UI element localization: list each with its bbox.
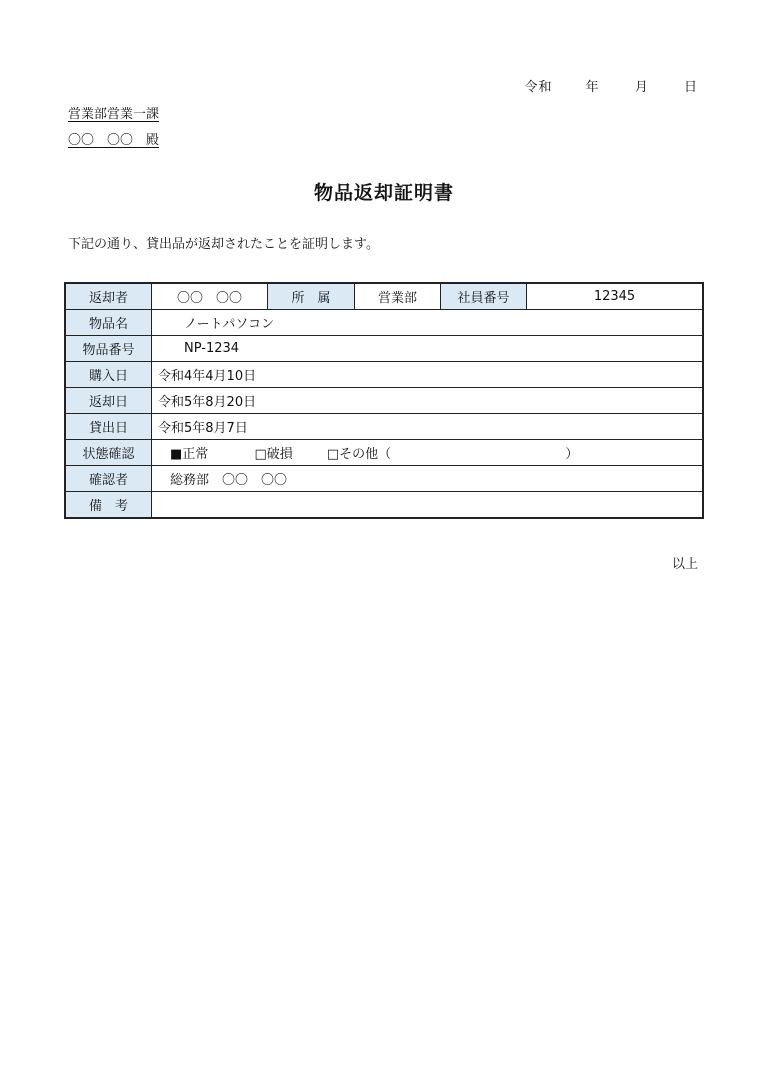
row-confirmer: [66, 466, 703, 492]
issue-date: [525, 76, 698, 95]
affiliation-value[interactable]: 営業部: [355, 284, 441, 310]
row-return-date: [66, 388, 703, 414]
date-day: 日: [683, 80, 698, 95]
remarks-value[interactable]: [152, 492, 703, 518]
date-year: 年: [585, 80, 600, 95]
returner-value[interactable]: 〇〇 〇〇: [152, 284, 268, 310]
item-no-value[interactable]: NP-1234: [152, 336, 703, 362]
employee-no-label: 社員番号: [441, 284, 527, 310]
recipient-name: 〇〇 〇〇 殿: [68, 133, 160, 148]
row-purchase-date: [66, 362, 703, 388]
row-item-no: [66, 336, 703, 362]
status-label: 状態確認: [66, 440, 152, 466]
return-form-table: [65, 283, 703, 518]
row-item-name: [66, 310, 703, 336]
recipient-department: 営業部営業一課: [68, 107, 160, 122]
return-date-value[interactable]: 令和5年8月20日: [152, 388, 703, 414]
item-no-label: 物品番号: [66, 336, 152, 362]
closing-text: 以上: [671, 557, 698, 572]
confirmer-value[interactable]: 総務部 〇〇 〇〇: [152, 466, 703, 492]
employee-no-value[interactable]: 12345: [527, 284, 703, 310]
intro-text: 下記の通り、貸出品が返却されたことを証明します。: [68, 237, 379, 252]
confirmer-label: 確認者: [66, 466, 152, 492]
status-other-close: ）: [565, 447, 579, 462]
return-date-label: 返却日: [66, 388, 152, 414]
purchase-date-label: 購入日: [66, 362, 152, 388]
item-name-label: 物品名: [66, 310, 152, 336]
row-status: [66, 440, 703, 466]
loan-date-label: 貸出日: [66, 414, 152, 440]
status-damaged-checkbox[interactable]: □破損: [254, 447, 293, 462]
row-remarks: [66, 492, 703, 518]
date-month: 月: [634, 80, 649, 95]
document-title: 物品返却証明書: [313, 182, 454, 204]
purchase-date-value[interactable]: 令和4年4月10日: [152, 362, 703, 388]
status-other-checkbox[interactable]: □その他（: [326, 447, 392, 462]
row-loan-date: [66, 414, 703, 440]
date-era: 令和: [524, 80, 553, 95]
affiliation-label: 所 属: [268, 284, 355, 310]
row-returner: [66, 284, 703, 310]
status-normal-checkbox[interactable]: ■正常: [170, 447, 209, 462]
status-options: [152, 440, 703, 466]
remarks-label: 備 考: [66, 492, 152, 518]
returner-label: 返却者: [66, 284, 152, 310]
item-name-value[interactable]: ノートパソコン: [152, 310, 703, 336]
loan-date-value[interactable]: 令和5年8月7日: [152, 414, 703, 440]
